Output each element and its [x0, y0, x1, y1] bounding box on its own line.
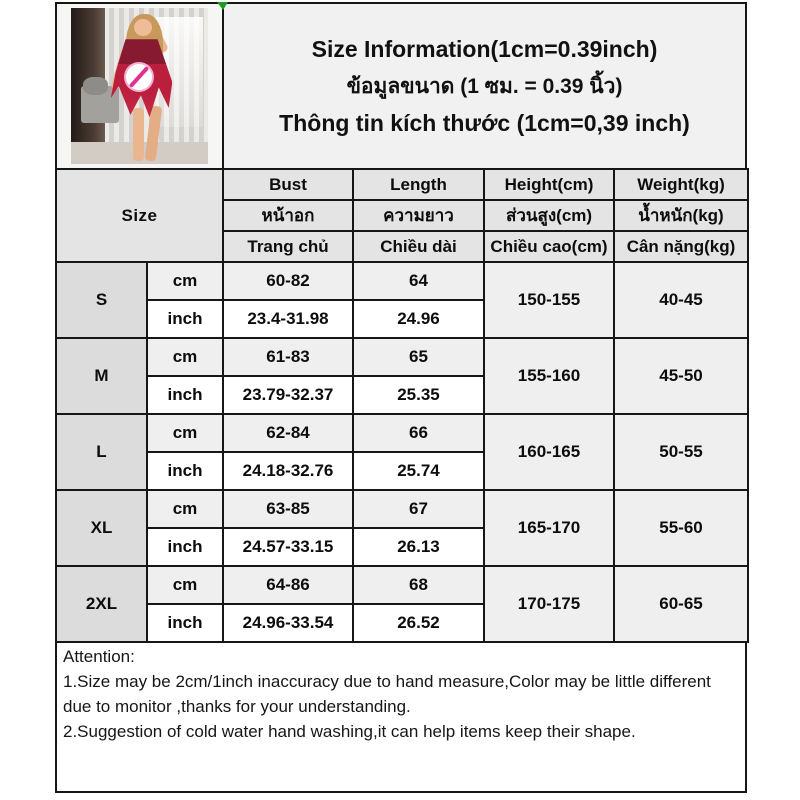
header-bust-th: หน้าอก — [223, 200, 353, 231]
attention-heading: Attention: — [63, 647, 135, 666]
header-bust-en: Bust — [223, 169, 353, 200]
unit-inch: inch — [147, 604, 223, 642]
s-height: 150-155 — [484, 262, 614, 338]
header-weight-en: Weight(kg) — [614, 169, 748, 200]
xl-length-inch: 26.13 — [353, 528, 484, 566]
header-length-en: Length — [353, 169, 484, 200]
2xl-weight: 60-65 — [614, 566, 748, 642]
product-image-cell — [57, 4, 224, 168]
header-height-th: ส่วนสูง(cm) — [484, 200, 614, 231]
top-section — [55, 2, 747, 170]
header-weight-th: น้ำหนัก(kg) — [614, 200, 748, 231]
unit-inch: inch — [147, 300, 223, 338]
xl-bust-cm: 63-85 — [223, 490, 353, 528]
xl-length-cm: 67 — [353, 490, 484, 528]
m-bust-cm: 61-83 — [223, 338, 353, 376]
no-photo-censor-icon — [126, 64, 152, 90]
2xl-bust-inch: 24.96-33.54 — [223, 604, 353, 642]
s-weight: 40-45 — [614, 262, 748, 338]
s-length-cm: 64 — [353, 262, 484, 300]
title-thai: ข้อมูลขนาด (1 ซม. = 0.39 นิ้ว) — [346, 74, 623, 98]
m-length-cm: 65 — [353, 338, 484, 376]
unit-cm: cm — [147, 490, 223, 528]
2xl-length-cm: 68 — [353, 566, 484, 604]
l-length-inch: 25.74 — [353, 452, 484, 490]
model-leg — [133, 108, 144, 161]
s-length-inch: 24.96 — [353, 300, 484, 338]
title-vietnamese: Thông tin kích thước (1cm=0,39 inch) — [279, 109, 690, 136]
unit-cm: cm — [147, 338, 223, 376]
header-weight-vi: Cân nặng(kg) — [614, 231, 748, 262]
header-length-th: ความยาว — [353, 200, 484, 231]
m-weight: 45-50 — [614, 338, 748, 414]
header-length-vi: Chiều dài — [353, 231, 484, 262]
size-corner-label: Size — [56, 169, 223, 262]
header-bust-vi: Trang chủ — [223, 231, 353, 262]
xl-bust-inch: 24.57-33.15 — [223, 528, 353, 566]
m-height: 155-160 — [484, 338, 614, 414]
size-label-xl: XL — [56, 490, 147, 566]
l-bust-cm: 62-84 — [223, 414, 353, 452]
unit-cm: cm — [147, 414, 223, 452]
size-chart-sheet — [55, 2, 747, 793]
s-bust-inch: 23.4-31.98 — [223, 300, 353, 338]
unit-inch: inch — [147, 452, 223, 490]
xl-weight: 55-60 — [614, 490, 748, 566]
product-photo — [71, 8, 208, 164]
m-length-inch: 25.35 — [353, 376, 484, 414]
attention-note-2: 2.Suggestion of cold water hand washing,it can help items keep their shape. — [63, 722, 636, 741]
l-bust-inch: 24.18-32.76 — [223, 452, 353, 490]
header-height-vi: Chiều cao(cm) — [484, 231, 614, 262]
2xl-length-inch: 26.52 — [353, 604, 484, 642]
l-height: 160-165 — [484, 414, 614, 490]
header-height-en: Height(cm) — [484, 169, 614, 200]
unit-inch: inch — [147, 376, 223, 414]
size-label-l: L — [56, 414, 147, 490]
2xl-height: 170-175 — [484, 566, 614, 642]
model-face — [134, 19, 152, 36]
attention-box — [55, 641, 747, 793]
2xl-bust-cm: 64-86 — [223, 566, 353, 604]
xl-height: 165-170 — [484, 490, 614, 566]
title-english: Size Information(1cm=0.39inch) — [311, 35, 658, 62]
size-label-m: M — [56, 338, 147, 414]
attention-note-1: 1.Size may be 2cm/1inch inaccuracy due to hand measure,Color may be little different due to monitor ,thanks for your understanding. — [63, 672, 711, 716]
title-block — [224, 4, 745, 168]
size-label-2xl: 2XL — [56, 566, 147, 642]
m-bust-inch: 23.79-32.37 — [223, 376, 353, 414]
s-bust-cm: 60-82 — [223, 262, 353, 300]
unit-cm: cm — [147, 566, 223, 604]
pillow — [83, 77, 108, 96]
unit-inch: inch — [147, 528, 223, 566]
l-length-cm: 66 — [353, 414, 484, 452]
l-weight: 50-55 — [614, 414, 748, 490]
size-table — [55, 168, 749, 643]
unit-cm: cm — [147, 262, 223, 300]
size-label-s: S — [56, 262, 147, 338]
